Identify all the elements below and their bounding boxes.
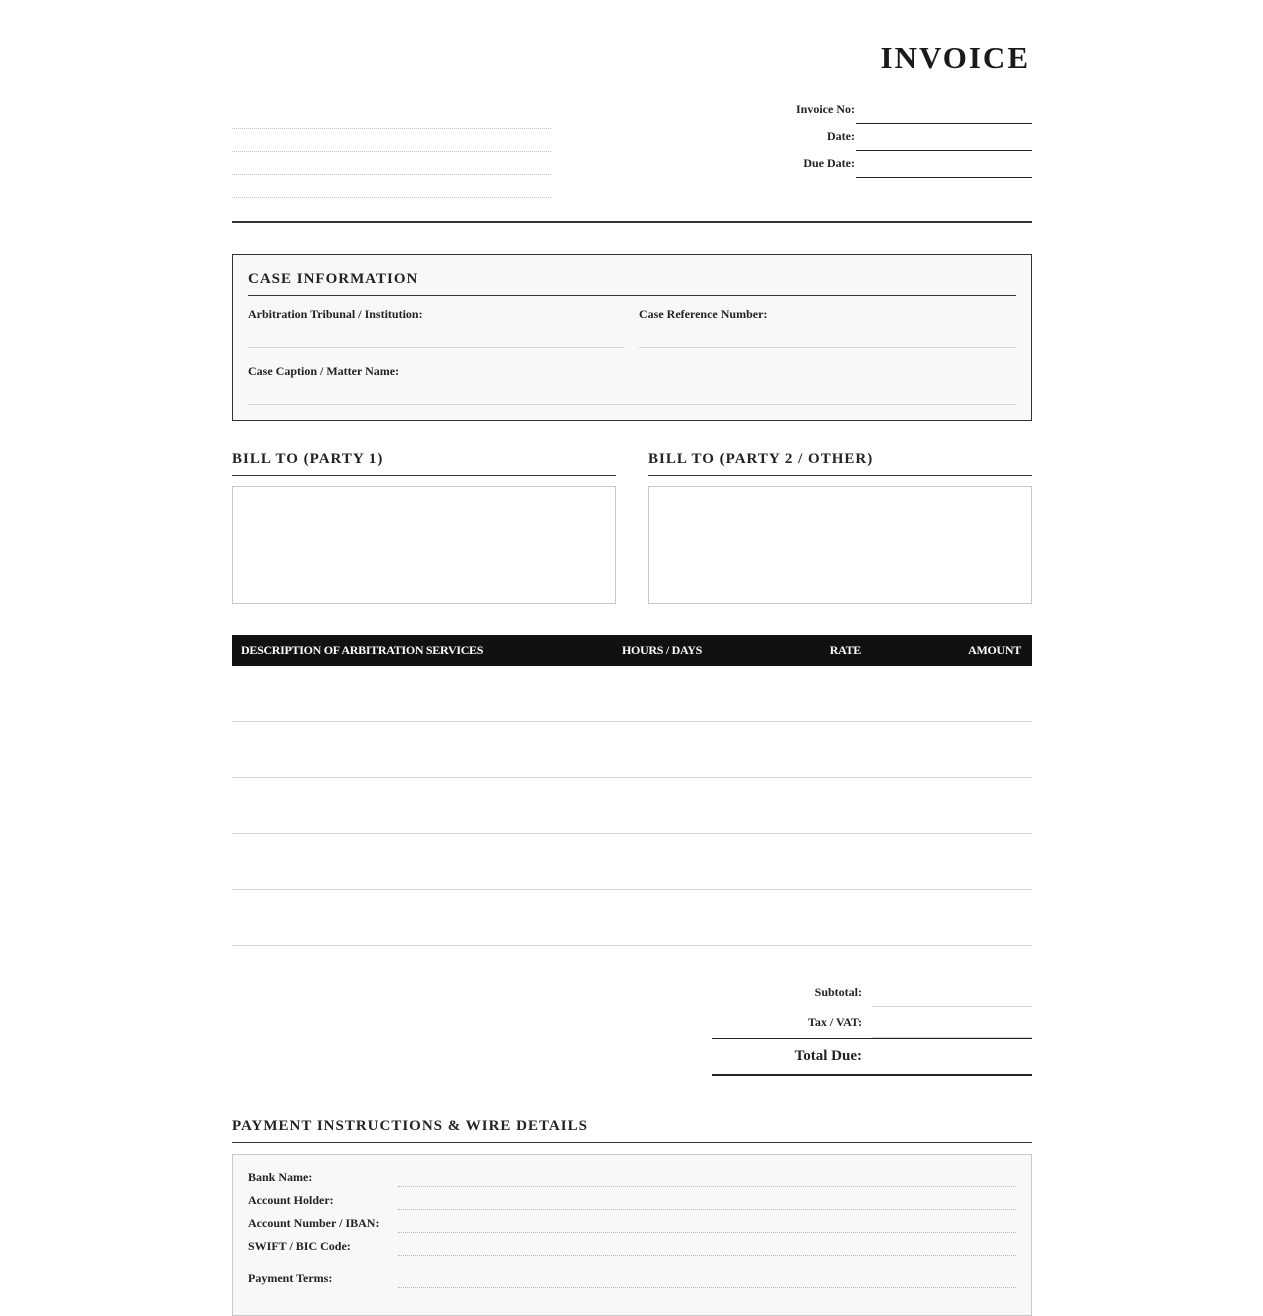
account-number-label: Account Number / IBAN:: [248, 1216, 380, 1230]
account-holder-field[interactable]: [398, 1209, 1016, 1210]
bill-to-party-2-box[interactable]: [648, 486, 1032, 604]
bank-name-field[interactable]: [398, 1186, 1016, 1187]
subtotal-row: [712, 977, 1032, 1007]
tax-row: [712, 1007, 1032, 1038]
column-header-rate: RATE: [829, 643, 861, 657]
account-holder-row: [248, 1193, 1016, 1210]
invoice-number-row: [772, 97, 1032, 124]
table-row[interactable]: [232, 890, 1032, 946]
case-information-panel: [232, 254, 1032, 421]
due-date-label: Due Date:: [803, 156, 855, 170]
case-information-heading: CASE INFORMATION: [248, 271, 1016, 296]
company-line[interactable]: [232, 151, 551, 152]
case-reference-label: Case Reference Number:: [639, 307, 768, 321]
table-row[interactable]: [232, 834, 1032, 890]
payment-terms-label: Payment Terms:: [248, 1271, 333, 1285]
account-number-field[interactable]: [398, 1232, 1016, 1233]
company-line[interactable]: [232, 128, 551, 129]
swift-code-row: [248, 1239, 1016, 1256]
total-due-row: [712, 1038, 1032, 1076]
column-header-amount: AMOUNT: [968, 643, 1021, 657]
due-date-row: [772, 151, 1032, 178]
column-header-description: DESCRIPTION OF ARBITRATION SERVICES: [241, 643, 484, 657]
total-due-label: Total Due:: [794, 1048, 862, 1064]
services-table-header: [232, 635, 1032, 666]
company-line[interactable]: [232, 197, 551, 198]
invoice-number-field[interactable]: [856, 123, 1032, 124]
company-line[interactable]: [232, 174, 551, 175]
account-number-row: [248, 1216, 1016, 1233]
header-divider: [232, 221, 1032, 223]
account-holder-label: Account Holder:: [248, 1193, 334, 1207]
totals-block: [712, 977, 1032, 1076]
services-table: [232, 635, 1032, 946]
case-reference-input[interactable]: [639, 347, 1016, 348]
swift-code-field[interactable]: [398, 1255, 1016, 1256]
column-header-hours: HOURS / DAYS: [622, 643, 702, 657]
tribunal-field-group: [248, 307, 624, 348]
case-caption-label: Case Caption / Matter Name:: [248, 364, 400, 378]
company-info-lines: [232, 128, 551, 220]
due-date-field[interactable]: [856, 177, 1032, 178]
invoice-number-label: Invoice No:: [796, 102, 855, 116]
table-row[interactable]: [232, 722, 1032, 778]
tax-label: Tax / VAT:: [807, 1015, 862, 1029]
invoice-date-field[interactable]: [856, 150, 1032, 151]
swift-code-label: SWIFT / BIC Code:: [248, 1239, 351, 1253]
case-caption-input[interactable]: [248, 404, 1016, 405]
table-row[interactable]: [232, 778, 1032, 834]
case-caption-field-group: [248, 364, 1016, 405]
tribunal-label: Arbitration Tribunal / Institution:: [248, 307, 423, 321]
table-row[interactable]: [232, 666, 1032, 722]
bank-name-label: Bank Name:: [248, 1170, 313, 1184]
bank-name-row: [248, 1170, 1016, 1187]
invoice-date-row: [772, 124, 1032, 151]
payment-terms-field[interactable]: [398, 1287, 1016, 1288]
invoice-meta: [772, 97, 1032, 178]
bill-to-party-2-heading: BILL TO (PARTY 2 / OTHER): [648, 451, 1032, 476]
bill-to-party-1-box[interactable]: [232, 486, 616, 604]
payment-details-panel: [232, 1154, 1032, 1316]
invoice-title: INVOICE: [880, 40, 1030, 75]
bill-to-party-1-heading: BILL TO (PARTY 1): [232, 451, 616, 476]
bill-to-party-2-section: [648, 451, 1032, 604]
subtotal-field[interactable]: [872, 1006, 1032, 1007]
tax-field[interactable]: [872, 1037, 1032, 1038]
bill-to-party-1-section: [232, 451, 616, 604]
payment-terms-row: [248, 1271, 1016, 1288]
case-reference-field-group: [639, 307, 1016, 348]
tribunal-input[interactable]: [248, 347, 624, 348]
invoice-date-label: Date:: [827, 129, 855, 143]
payment-instructions-heading: PAYMENT INSTRUCTIONS & WIRE DETAILS: [232, 1118, 1032, 1143]
subtotal-label: Subtotal:: [814, 985, 862, 999]
